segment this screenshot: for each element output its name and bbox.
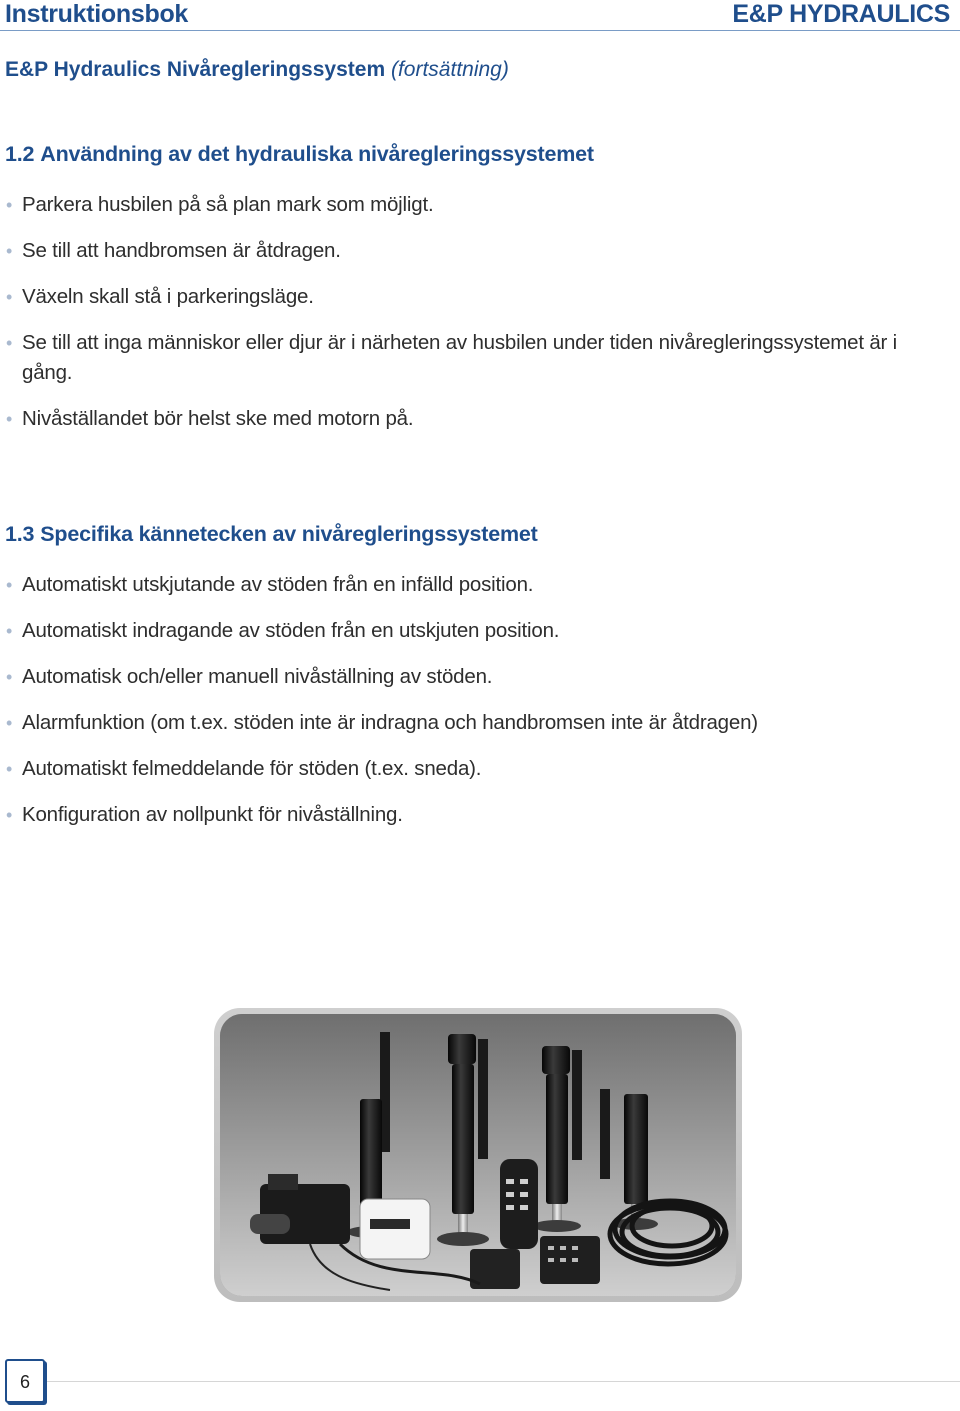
features-list xyxy=(0,570,930,830)
usage-list xyxy=(0,190,930,434)
section-number: 1.2 xyxy=(5,142,35,166)
section-heading-1-3 xyxy=(5,522,538,547)
brand-name: E&P HYDRAULICS xyxy=(732,0,950,28)
footer-divider xyxy=(44,1381,960,1382)
list-item: • Automatisk och/eller manuell nivåställning av stöden. xyxy=(0,662,930,692)
list-item: • Se till att handbromsen är åtdragen. xyxy=(0,236,930,266)
bullet-icon: • xyxy=(6,409,13,429)
document-title-main: E&P Hydraulics Nivåregleringssystem xyxy=(5,58,386,81)
list-item: • Konfiguration av nollpunkt för nivåställning. xyxy=(0,800,930,830)
bullet-icon: • xyxy=(6,713,13,733)
bullet-icon: • xyxy=(6,241,13,261)
list-item: • Se till att inga människor eller djur är i närheten av husbilen under tiden nivåregleringssystemet är i gång. xyxy=(0,328,902,388)
list-item: • Automatiskt utskjutande av stöden från en infälld position. xyxy=(0,570,930,600)
list-item: • Alarmfunktion (om t.ex. stöden inte är indragna och handbromsen inte är åtdragen) xyxy=(0,708,930,738)
manual-title: Instruktionsbok xyxy=(5,0,189,28)
list-item: • Nivåställandet bör helst ske med motorn på. xyxy=(0,404,930,434)
page-number-box xyxy=(5,1359,45,1403)
list-item: • Automatiskt felmeddelande för stöden (t.ex. sneda). xyxy=(0,754,930,784)
bullet-icon: • xyxy=(6,333,13,353)
bullet-icon: • xyxy=(6,759,13,779)
product-photo-icon xyxy=(220,1014,736,1296)
bullet-icon: • xyxy=(6,195,13,215)
product-photo xyxy=(220,1014,736,1296)
document-title xyxy=(5,58,509,82)
bullet-icon: • xyxy=(6,575,13,595)
header-divider xyxy=(0,30,960,31)
list-item: • Växeln skall stå i parkeringsläge. xyxy=(0,282,930,312)
section-title-text: Användning av det hydrauliska nivåregleringssystemet xyxy=(40,142,594,166)
product-photo-frame xyxy=(214,1008,742,1302)
list-item: • Parkera husbilen på så plan mark som möjligt. xyxy=(0,190,930,220)
bullet-icon: • xyxy=(6,805,13,825)
section-title-text: Specifika kännetecken av nivåregleringssystemet xyxy=(40,522,538,546)
page-number: 6 xyxy=(19,1372,30,1392)
document-title-continued: (fortsättning) xyxy=(390,58,509,81)
bullet-icon: • xyxy=(6,287,13,307)
page-header xyxy=(0,0,960,34)
bullet-icon: • xyxy=(6,667,13,687)
list-item: • Automatiskt indragande av stöden från en utskjuten position. xyxy=(0,616,930,646)
bullet-icon: • xyxy=(6,621,13,641)
section-heading-1-2 xyxy=(5,142,594,167)
section-number: 1.3 xyxy=(5,522,35,546)
